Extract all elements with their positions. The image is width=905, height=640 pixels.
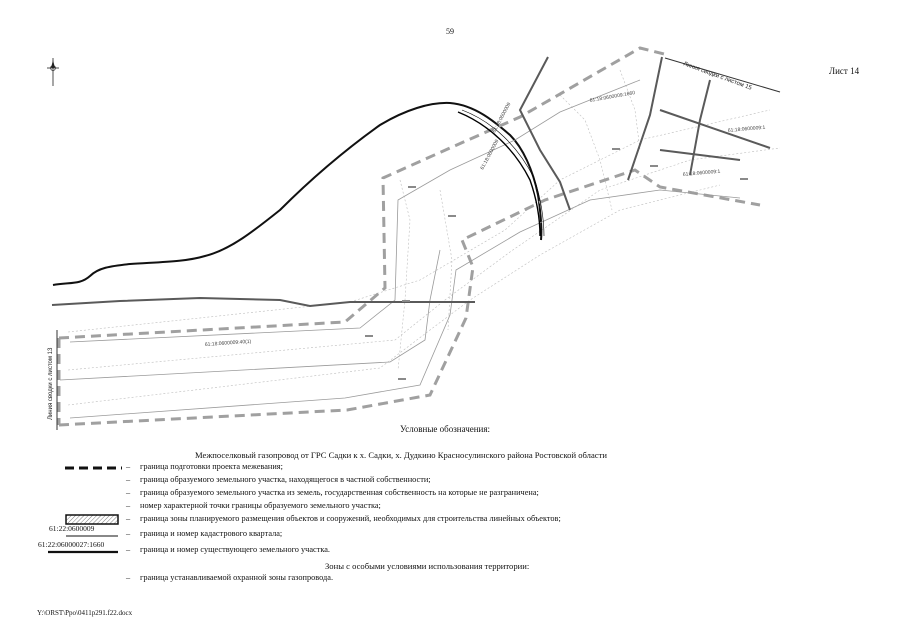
- existing-parcel-swatch: [30, 545, 122, 557]
- legend-item: – граница образуемого земельного участка из земель, государственная собственность на которые не разграничена;: [126, 488, 539, 497]
- legend-item: – граница и номер существующего земельного участка.: [30, 545, 890, 557]
- page-number: 59: [446, 27, 454, 36]
- dashed-boundary-swatch: [30, 462, 122, 474]
- north-arrow-icon: [47, 58, 59, 86]
- match-line-right-label: Линия сводки с листом 15: [682, 61, 753, 92]
- legend-item: – граница зоны планируемого размещения объектов и сооружений, необходимых для строительства линейных объектов;: [30, 514, 890, 526]
- legend-item-text: граница устанавливаемой охранной зоны газопровода.: [140, 573, 334, 582]
- road-lines: [52, 57, 770, 306]
- legend-item-text: граница подготовки проекта межевания;: [140, 462, 283, 471]
- gas-pipeline: [458, 112, 540, 236]
- legend-item-text: граница образуемого земельного участка, находящегося в частной собственности;: [140, 475, 431, 484]
- project-boundary: [59, 48, 760, 425]
- legend-item-text: номер характерной точки границы образуемого земельного участка;: [140, 501, 381, 510]
- legend-item: – номер характерной точки границы образуемого земельного участка;: [126, 501, 381, 510]
- parcel-label: 61:18:0600009:1660: [589, 90, 636, 104]
- legend-project-title: Межпоселковый газопровод от ГРС Садки к х. Садки, х. Дудкино Красносулинского района Ростовской области: [195, 450, 607, 460]
- match-line-left-label: Линия сводки с листом 13: [48, 347, 54, 420]
- legend-item: – граница и номер кадастрового квартала;: [30, 529, 890, 541]
- legend-item: – граница подготовки проекта межевания;: [30, 462, 890, 474]
- parcel-outlines: [60, 80, 740, 418]
- legend-item-text: граница и номер кадастрового квартала;: [140, 529, 283, 538]
- legend-item-text: граница и номер существующего земельного участка.: [140, 545, 330, 554]
- legend-item: – граница образуемого земельного участка, находящегося в частной собственности;: [126, 475, 431, 484]
- parcel-label: 61:18:0600009:40(1): [204, 338, 252, 348]
- footer-file-path: Y:\ORST\Ppo\0411p291.f22.docx: [37, 609, 133, 617]
- legend-heading: Условные обозначения:: [400, 424, 491, 434]
- legend-caption-quarter: 61:22:0600009: [49, 524, 95, 533]
- legend-caption-parcel: 61:22:06000027:1660: [38, 540, 105, 549]
- legend-item-text: граница образуемого земельного участка из земель, государственная собственность на которые не разграничена;: [140, 488, 539, 497]
- special-zones-heading: Зоны с особыми условиями использования территории:: [325, 561, 530, 571]
- parcel-label: 61:18:0600009:1: [682, 168, 721, 178]
- parcel-label: 61:18:0600009: [479, 138, 501, 171]
- legend-item-text: граница зоны планируемого размещения объектов и сооружений, необходимых для строительства линейных объектов;: [140, 514, 561, 523]
- sheet-label: Лист 14: [829, 66, 860, 76]
- legend-item: – граница устанавливаемой охранной зоны газопровода.: [126, 573, 334, 582]
- parcel-label: 61:18:0600009:1: [727, 124, 766, 134]
- cadastral-quarter-lines: [68, 70, 780, 405]
- parcel-label: 61:18:0600009: [491, 101, 513, 134]
